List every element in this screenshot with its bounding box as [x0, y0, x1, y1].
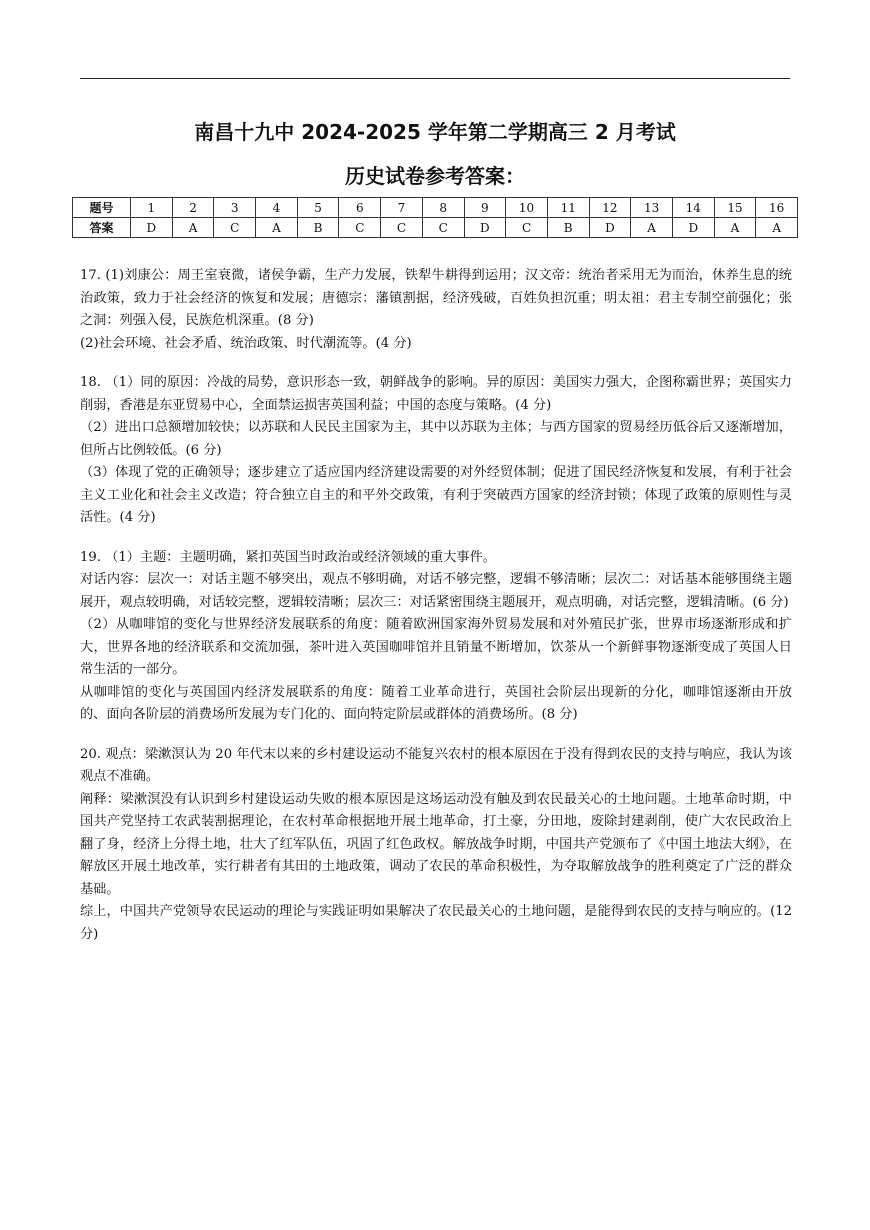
- page-title: 南昌十九中 2024-2025 学年第二学期高三 2 月考试: [194, 120, 676, 144]
- question-number: 1: [131, 198, 173, 218]
- question-number: 9: [464, 198, 506, 218]
- answer-cell: D: [464, 218, 506, 238]
- q19-part3: （2）从咖啡馆的变化与世界经济发展联系的角度：随着欧洲国家海外贸易发展和对外殖民扩张，世界市场逐渐形成和扩大，世界各地的经济联系和交流加强，茶叶进入英国咖啡馆并且销量不断增加，饮茶从一个新鲜事物逐渐变成了英国人日常生活的一部分。: [80, 617, 792, 677]
- answer-table: [72, 197, 798, 238]
- question-number: 8: [422, 198, 464, 218]
- answer-cell: A: [756, 218, 798, 238]
- q20-viewpoint: 20. 观点：梁漱溟认为 20 年代末以来的乡村建设运动不能复兴农村的根本原因在于没有得到农民的支持与响应，我认为该观点不准确。: [80, 746, 792, 784]
- question-number: 10: [506, 198, 548, 218]
- question-number: 5: [297, 198, 339, 218]
- q19-part2: 对话内容：层次一：对话主题不够突出，观点不够明确，对话不够完整，逻辑不够清晰；层次二：对话基本能够围绕主题展开，观点较明确，对话较完整，逻辑较清晰；层次三：对话紧密围绕主题展开，观点明确，对话完整，逻辑清晰。(6 分): [80, 572, 792, 610]
- question-number: 7: [381, 198, 423, 218]
- question-number: 14: [672, 198, 714, 218]
- page-subtitle: 历史试卷参考答案：: [345, 164, 525, 188]
- answer-cell: C: [381, 218, 423, 238]
- answer-cell: D: [589, 218, 631, 238]
- header-rule: [80, 78, 790, 79]
- q17-part2: (2)社会环境、社会矛盾、统治政策、时代潮流等。(4 分): [80, 335, 412, 351]
- q20-conclusion: 综上，中国共产党领导农民运动的理论与实践证明如果解决了农民最关心的土地问题，是能得到农民的支持与响应的。(12 分): [80, 904, 792, 942]
- answer-cell: B: [297, 218, 339, 238]
- question-number: 11: [547, 198, 589, 218]
- q20-explanation: 阐释：梁漱溟没有认识到乡村建设运动失败的根本原因是这场运动没有触及到农民最关心的土地问题。土地革命时期，中国共产党坚持工农武装割据理论，在农村革命根据地开展土地革命，打土豪，分田地，废除封建剥削，使广大农民政治上翻了身，经济上分得土地，壮大了红军队伍，巩固了红色政权。解放战争时期，中国共产党颁布了《中国土地法大纲》，在解放区开展土地改革，实行耕者有其田的土地政策，调动了农民的革命积极性，为夺取解放战争的胜利奠定了广泛的群众基础。: [80, 791, 792, 897]
- question-20: [80, 744, 792, 947]
- question-number: 16: [756, 198, 798, 218]
- question-18: [80, 372, 792, 530]
- q19-part4: 从咖啡馆的变化与英国国内经济发展联系的角度：随着工业革命进行，英国社会阶层出现新的分化，咖啡馆逐渐由开放的、面向各阶层的消费场所发展为专门化的、面向特定阶层或群体的消费场所。(8 分): [80, 684, 792, 722]
- q17-part1: 17. (1)刘康公：周王室衰微，诸侯争霸，生产力发展，铁犁牛耕得到运用；汉文帝：统治者采用无为而治，休养生息的统治政策，致力于社会经济的恢复和发展；唐德宗：藩镇割据，经济残破，百姓负担沉重；明太祖：君主专制空前强化；张之洞：列强入侵，民族危机深重。(8 分): [80, 268, 792, 328]
- question-number: 6: [339, 198, 381, 218]
- q18-part1: 18. （1）同的原因：冷战的局势，意识形态一致，朝鲜战争的影响。异的原因：美国实力强大，企图称霸世界；英国实力削弱，香港是东亚贸易中心，全面禁运损害英国利益；中国的态度与策略。(4 分): [80, 375, 792, 413]
- answer-table-number-row: [73, 198, 798, 218]
- answer-body: [80, 265, 792, 946]
- q18-part2: （2）进出口总额增加较快；以苏联和人民民主国家为主，其中以苏联为主体；与西方国家的贸易经历低谷后又逐渐增加，但所占比例较低。(6 分): [80, 420, 792, 458]
- answer-cell: A: [172, 218, 214, 238]
- answer-cell: D: [672, 218, 714, 238]
- answer-cell: A: [256, 218, 298, 238]
- question-number: 15: [714, 198, 756, 218]
- question-number: 2: [172, 198, 214, 218]
- answer-cell: B: [547, 218, 589, 238]
- question-17: [80, 265, 792, 355]
- answer-table-answer-row: [73, 218, 798, 238]
- question-number: 3: [214, 198, 256, 218]
- question-19: [80, 547, 792, 727]
- answer-cell: C: [214, 218, 256, 238]
- answer-cell: A: [714, 218, 756, 238]
- q19-part1: 19. （1）主题：主题明确，紧扣英国当时政治或经济领域的重大事件。: [80, 549, 496, 565]
- question-number: 12: [589, 198, 631, 218]
- answer-cell: C: [506, 218, 548, 238]
- answer-cell: A: [631, 218, 673, 238]
- question-number: 13: [631, 198, 673, 218]
- q18-part3: （3）体现了党的正确领导；逐步建立了适应国内经济建设需要的对外经贸体制；促进了国民经济恢复和发展，有利于社会主义工业化和社会主义改造；符合独立自主的和平外交政策，有利于突破西方国家的经济封锁；体现了政策的原则性与灵活性。(4 分): [80, 465, 792, 525]
- row-label-answer: 答案: [73, 218, 131, 238]
- answer-cell: D: [131, 218, 173, 238]
- question-number: 4: [256, 198, 298, 218]
- answer-cell: C: [339, 218, 381, 238]
- answer-cell: C: [422, 218, 464, 238]
- row-label-number: 题号: [73, 198, 131, 218]
